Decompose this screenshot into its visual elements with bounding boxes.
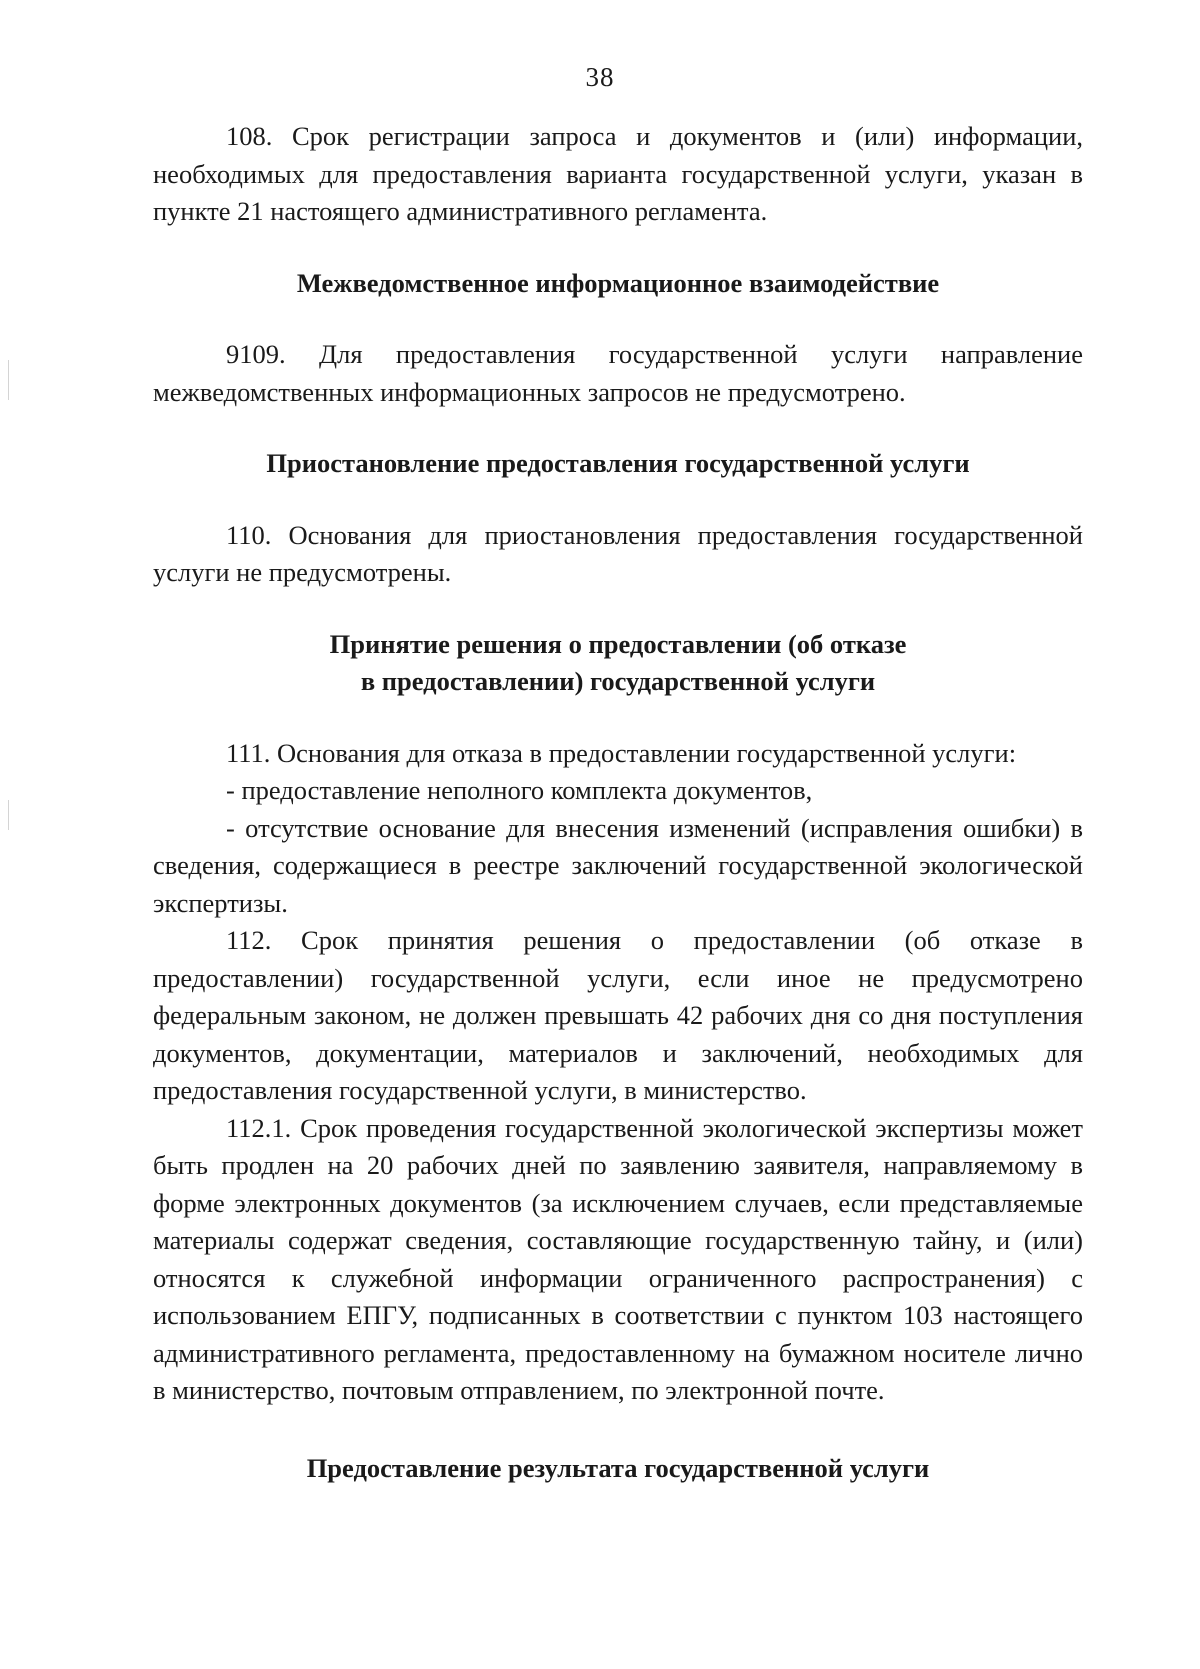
paragraph-112-1: 112.1. Срок проведения государственной экологической экспертизы может быть продлен на 20 рабочих дней по заявлению заявителя, направляемому в форме электронных документов (за исключением случаев, если представляемые материалы содержат сведения, составляющие государственную тайну, и (или) относятся к служебной информации ограниченного распространения) с использованием ЕПГУ, подписанных в соответствии с пунктом 103 настоящего административного регламента, предоставленному на бумажном носителе лично в министерство, почтовым отправлением, по электронной почте. <box>153 1112 1083 1405</box>
paragraph-111-item-2: - отсутствие основание для внесения изменений (исправления ошибки) в сведения, содержащиеся в реестре заключений государственной экологической экспертизы. <box>153 812 1083 918</box>
scan-edge-mark <box>8 800 9 830</box>
paragraph-109: 9109. Для предоставления государственной услуги направление межведомственных информационных запросов не предусмотрено. <box>153 339 1083 407</box>
paragraph-110: 110. Основания для приостановления предоставления государственной услуги не предусмотрены. <box>153 519 1083 587</box>
heading-result: Предоставление результата государственной услуги <box>306 1452 930 1483</box>
heading-decision <box>153 626 1083 701</box>
paragraph-111: 111. Основания для отказа в предоставлении государственной услуги: <box>226 737 1017 768</box>
heading-interagency-interaction: Межведомственное информационное взаимодействие <box>296 267 940 298</box>
scan-edge-mark <box>8 360 9 400</box>
heading-decision-line2: в предоставлении) государственной услуги <box>360 666 876 696</box>
heading-suspension: Приостановление предоставления государственной услуги <box>266 448 970 478</box>
document-body <box>153 118 1083 1487</box>
paragraph-112: 112. Срок принятия решения о предоставлении (об отказе в предоставлении) государственной услуги, если иное не предусмотрено федеральным законом, не должен превышать 42 рабочих дня со дня поступления документов, документации, материалов и заключений, необходимых для предоставления государственной услуги, в министерство. <box>153 925 1083 1105</box>
paragraph-111-item-1: - предоставление неполного комплекта документов, <box>226 775 813 805</box>
page-number: 38 <box>585 62 615 92</box>
heading-decision-line1: Принятие решения о предоставлении (об отказе <box>329 628 907 659</box>
paragraph-108: 108. Срок регистрации запроса и документов и (или) информации, необходимых для предоставления варианта государственной услуги, указан в пункте 21 настоящего административного регламента. <box>153 121 1083 226</box>
